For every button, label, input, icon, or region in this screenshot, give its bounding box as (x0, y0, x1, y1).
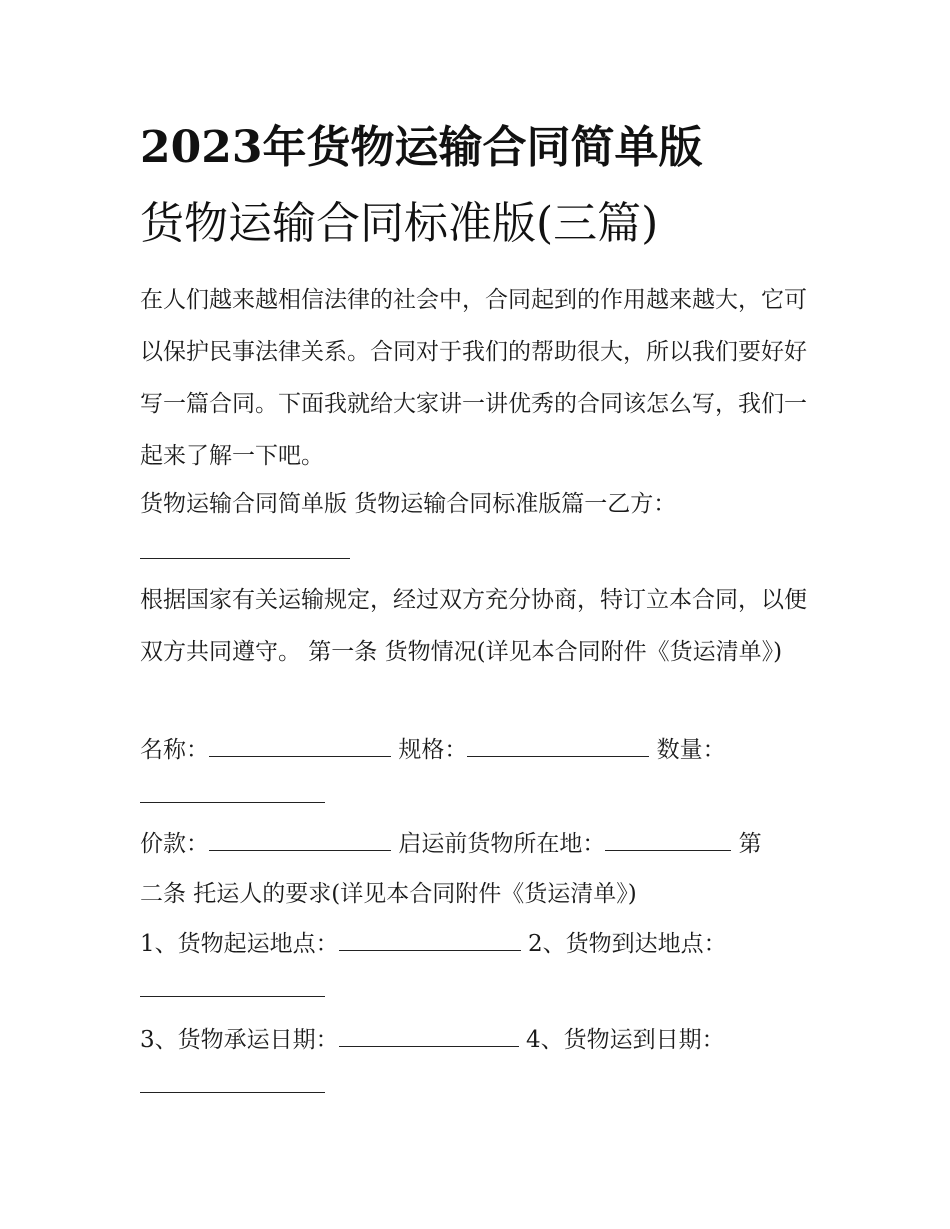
location-label: 启运前货物所在地： (398, 831, 606, 857)
intro-paragraph: 在人们越来越相信法律的社会中，合同起到的作用越来越大，它可以保护民事法律关系。合同对于我们的帮助很大，所以我们要好好写一篇合同。下面我就给大家讲一讲优秀的合同该怎么写，我们一起来了解一下吧。 (140, 287, 807, 469)
quantity-blank-line (140, 776, 325, 816)
destination-label: 2、货物到达地点： (527, 931, 727, 957)
price-fields-row (140, 824, 762, 864)
arrival-date-blank-line (140, 1066, 325, 1106)
party-b-blank-line (140, 532, 350, 572)
price-label: 价款： (140, 831, 209, 857)
ship-date-label: 3、货物承运日期： (140, 1027, 339, 1053)
arrival-date-blank[interactable] (140, 1072, 325, 1093)
origin-label: 1、货物起运地点： (140, 931, 339, 957)
destination-blank-line (140, 970, 325, 1010)
name-label: 名称： (140, 737, 209, 763)
spec-label: 规格： (398, 737, 468, 763)
ship-date-blank[interactable] (339, 1026, 519, 1047)
article-2-heading: 二条 托运人的要求(详见本合同附件《货运清单》) (140, 881, 637, 907)
agreement-paragraph: 根据国家有关运输规定，经过双方充分协商，特订立本合同，以便双方共同遵守。 第一条 货物情况(详见本合同附件《货运清单》) (140, 587, 807, 665)
origin-blank[interactable] (339, 930, 521, 951)
party-b-blank[interactable] (140, 538, 350, 559)
dates-row (140, 1020, 725, 1060)
quantity-label: 数量： (656, 737, 726, 763)
section-heading: 货物运输合同简单版 货物运输合同标准版篇一乙方： (140, 491, 677, 517)
name-blank[interactable] (209, 736, 391, 757)
title-line-2: 货物运输合同标准版(三篇) (140, 198, 659, 249)
title-line-1: 2023年货物运输合同简单版 (140, 122, 703, 173)
article-di-label: 第 (738, 831, 762, 857)
spec-blank[interactable] (467, 736, 649, 757)
goods-fields-row (140, 730, 726, 770)
destination-blank[interactable] (140, 976, 325, 997)
origin-destination-row (140, 924, 727, 964)
quantity-blank[interactable] (140, 782, 325, 803)
price-blank[interactable] (209, 830, 391, 851)
arrival-date-label: 4、货物运到日期： (525, 1027, 725, 1053)
location-blank[interactable] (605, 830, 731, 851)
